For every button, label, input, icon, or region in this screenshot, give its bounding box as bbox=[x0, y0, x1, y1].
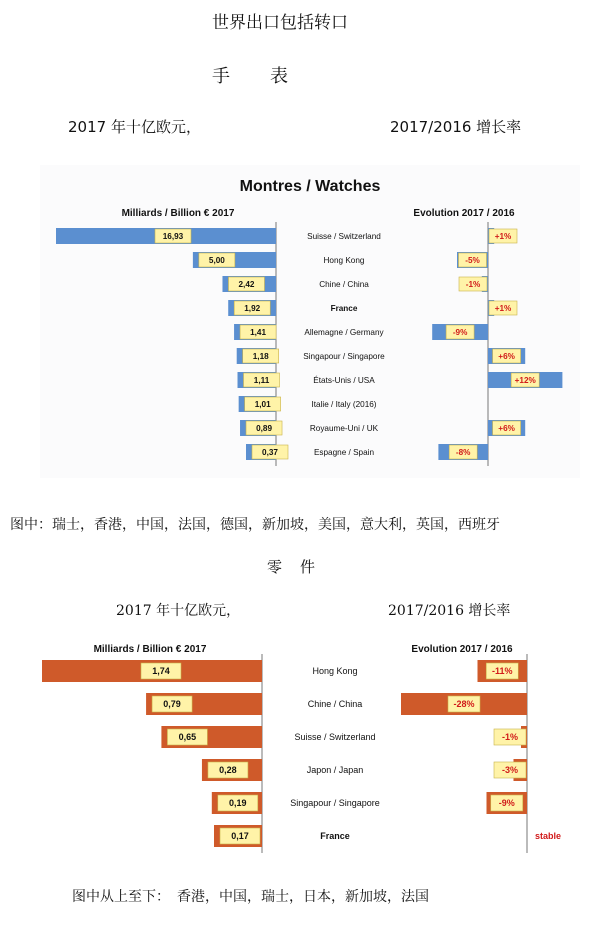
chart1-value-label: 2,42 bbox=[238, 279, 255, 289]
chart2-value-label: 1,74 bbox=[152, 666, 170, 677]
chart1-growth-label: +6% bbox=[498, 351, 515, 361]
chart2-right-heading: Evolution 2017 / 2016 bbox=[411, 644, 513, 655]
page-title: 世界出口包括转口 bbox=[212, 13, 348, 33]
chart2-value-label: 0,79 bbox=[163, 699, 181, 710]
chart1-value-label: 0,89 bbox=[256, 423, 273, 433]
chart1-category-label: Royaume-Uni / UK bbox=[309, 424, 379, 433]
chart1-category-label: Singapour / Singapore bbox=[303, 352, 385, 361]
chart1-growth-label: +1% bbox=[494, 231, 512, 241]
page-subtitle: 手表 bbox=[212, 66, 328, 87]
section1-unit-label: 2017 年十亿欧元， bbox=[68, 118, 201, 136]
chart2-growth-label: -9% bbox=[498, 798, 515, 809]
chart1-value-label: 16,93 bbox=[162, 231, 184, 241]
chart2-category-label: Singapour / Singapore bbox=[290, 798, 380, 808]
chart1-category-label: États-Unis / USA bbox=[313, 376, 375, 385]
chart1-category-label: Suisse / Switzerland bbox=[307, 232, 381, 241]
chart1-title: Montres / Watches bbox=[239, 178, 381, 195]
chart1-value-label: 1,18 bbox=[252, 351, 269, 361]
chart1-growth-label: +1% bbox=[494, 303, 512, 313]
chart1-left-heading: Milliards / Billion € 2017 bbox=[121, 208, 235, 219]
chart1-growth-label: -5% bbox=[465, 255, 480, 265]
chart2-value-label: 0,17 bbox=[231, 831, 249, 842]
chart1-growth-label: +12% bbox=[514, 375, 536, 385]
chart1-value-label: 1,41 bbox=[250, 327, 267, 337]
chart1-category-label: France bbox=[330, 304, 358, 313]
chart2-category-label: Japon / Japan bbox=[306, 765, 364, 775]
chart2-category-label: France bbox=[320, 831, 350, 841]
chart1-category-label: Espagne / Spain bbox=[313, 448, 375, 457]
chart1-category-label: Italie / Italy (2016) bbox=[311, 400, 377, 409]
chart2-value-label: 0,65 bbox=[178, 732, 197, 743]
chart1-category-label: Hong Kong bbox=[323, 256, 365, 265]
chart1-value-label: 1,01 bbox=[254, 399, 271, 409]
chart1-category-label: Chine / China bbox=[319, 280, 369, 289]
chart2-growth-label: -28% bbox=[453, 699, 475, 710]
chart2-category-label: Suisse / Switzerland bbox=[294, 732, 376, 742]
chart2-left-heading: Milliards / Billion € 2017 bbox=[93, 644, 207, 655]
chart2-growth-label: stable bbox=[535, 831, 562, 841]
chart1-growth-label: -8% bbox=[455, 447, 471, 457]
chart1-growth-label: +6% bbox=[498, 423, 515, 433]
chart1-growth-label: -9% bbox=[452, 327, 468, 337]
section1-growth-label: 2017/2016 增长率 bbox=[390, 118, 522, 136]
chart1-value-label: 0,37 bbox=[262, 447, 278, 457]
section2-unit-label: 2017 年十亿欧元， bbox=[116, 603, 241, 619]
chart1-caption: 图中：瑞士，香港，中国，法国，德国，新加坡，美国，意大利，英国，西班牙 bbox=[10, 517, 500, 533]
chart1-value-label: 5,00 bbox=[208, 255, 225, 265]
chart1-value-label: 1,11 bbox=[253, 375, 270, 385]
section2-title: 零件 bbox=[266, 558, 333, 576]
chart2-category-label: Chine / China bbox=[307, 699, 363, 709]
chart2-growth-label: -11% bbox=[491, 666, 513, 677]
chart2-value-label: 0,19 bbox=[229, 798, 247, 809]
chart1-category-label: Allemagne / Germany bbox=[304, 328, 384, 337]
chart1-right-heading: Evolution 2017 / 2016 bbox=[413, 208, 515, 219]
chart2-category-label: Hong Kong bbox=[312, 666, 358, 676]
chart1-value-label: 1,92 bbox=[244, 303, 261, 313]
chart2-caption: 图中从上至下： 香港，中国，瑞士，日本，新加坡，法国 bbox=[72, 889, 429, 905]
section2-growth-label: 2017/2016 增长率 bbox=[388, 603, 511, 619]
chart2-growth-label: -3% bbox=[501, 765, 519, 776]
chart2-growth-label: -1% bbox=[501, 732, 519, 743]
chart1-growth-label: -1% bbox=[465, 279, 481, 289]
chart2-value-label: 0,28 bbox=[219, 765, 237, 776]
